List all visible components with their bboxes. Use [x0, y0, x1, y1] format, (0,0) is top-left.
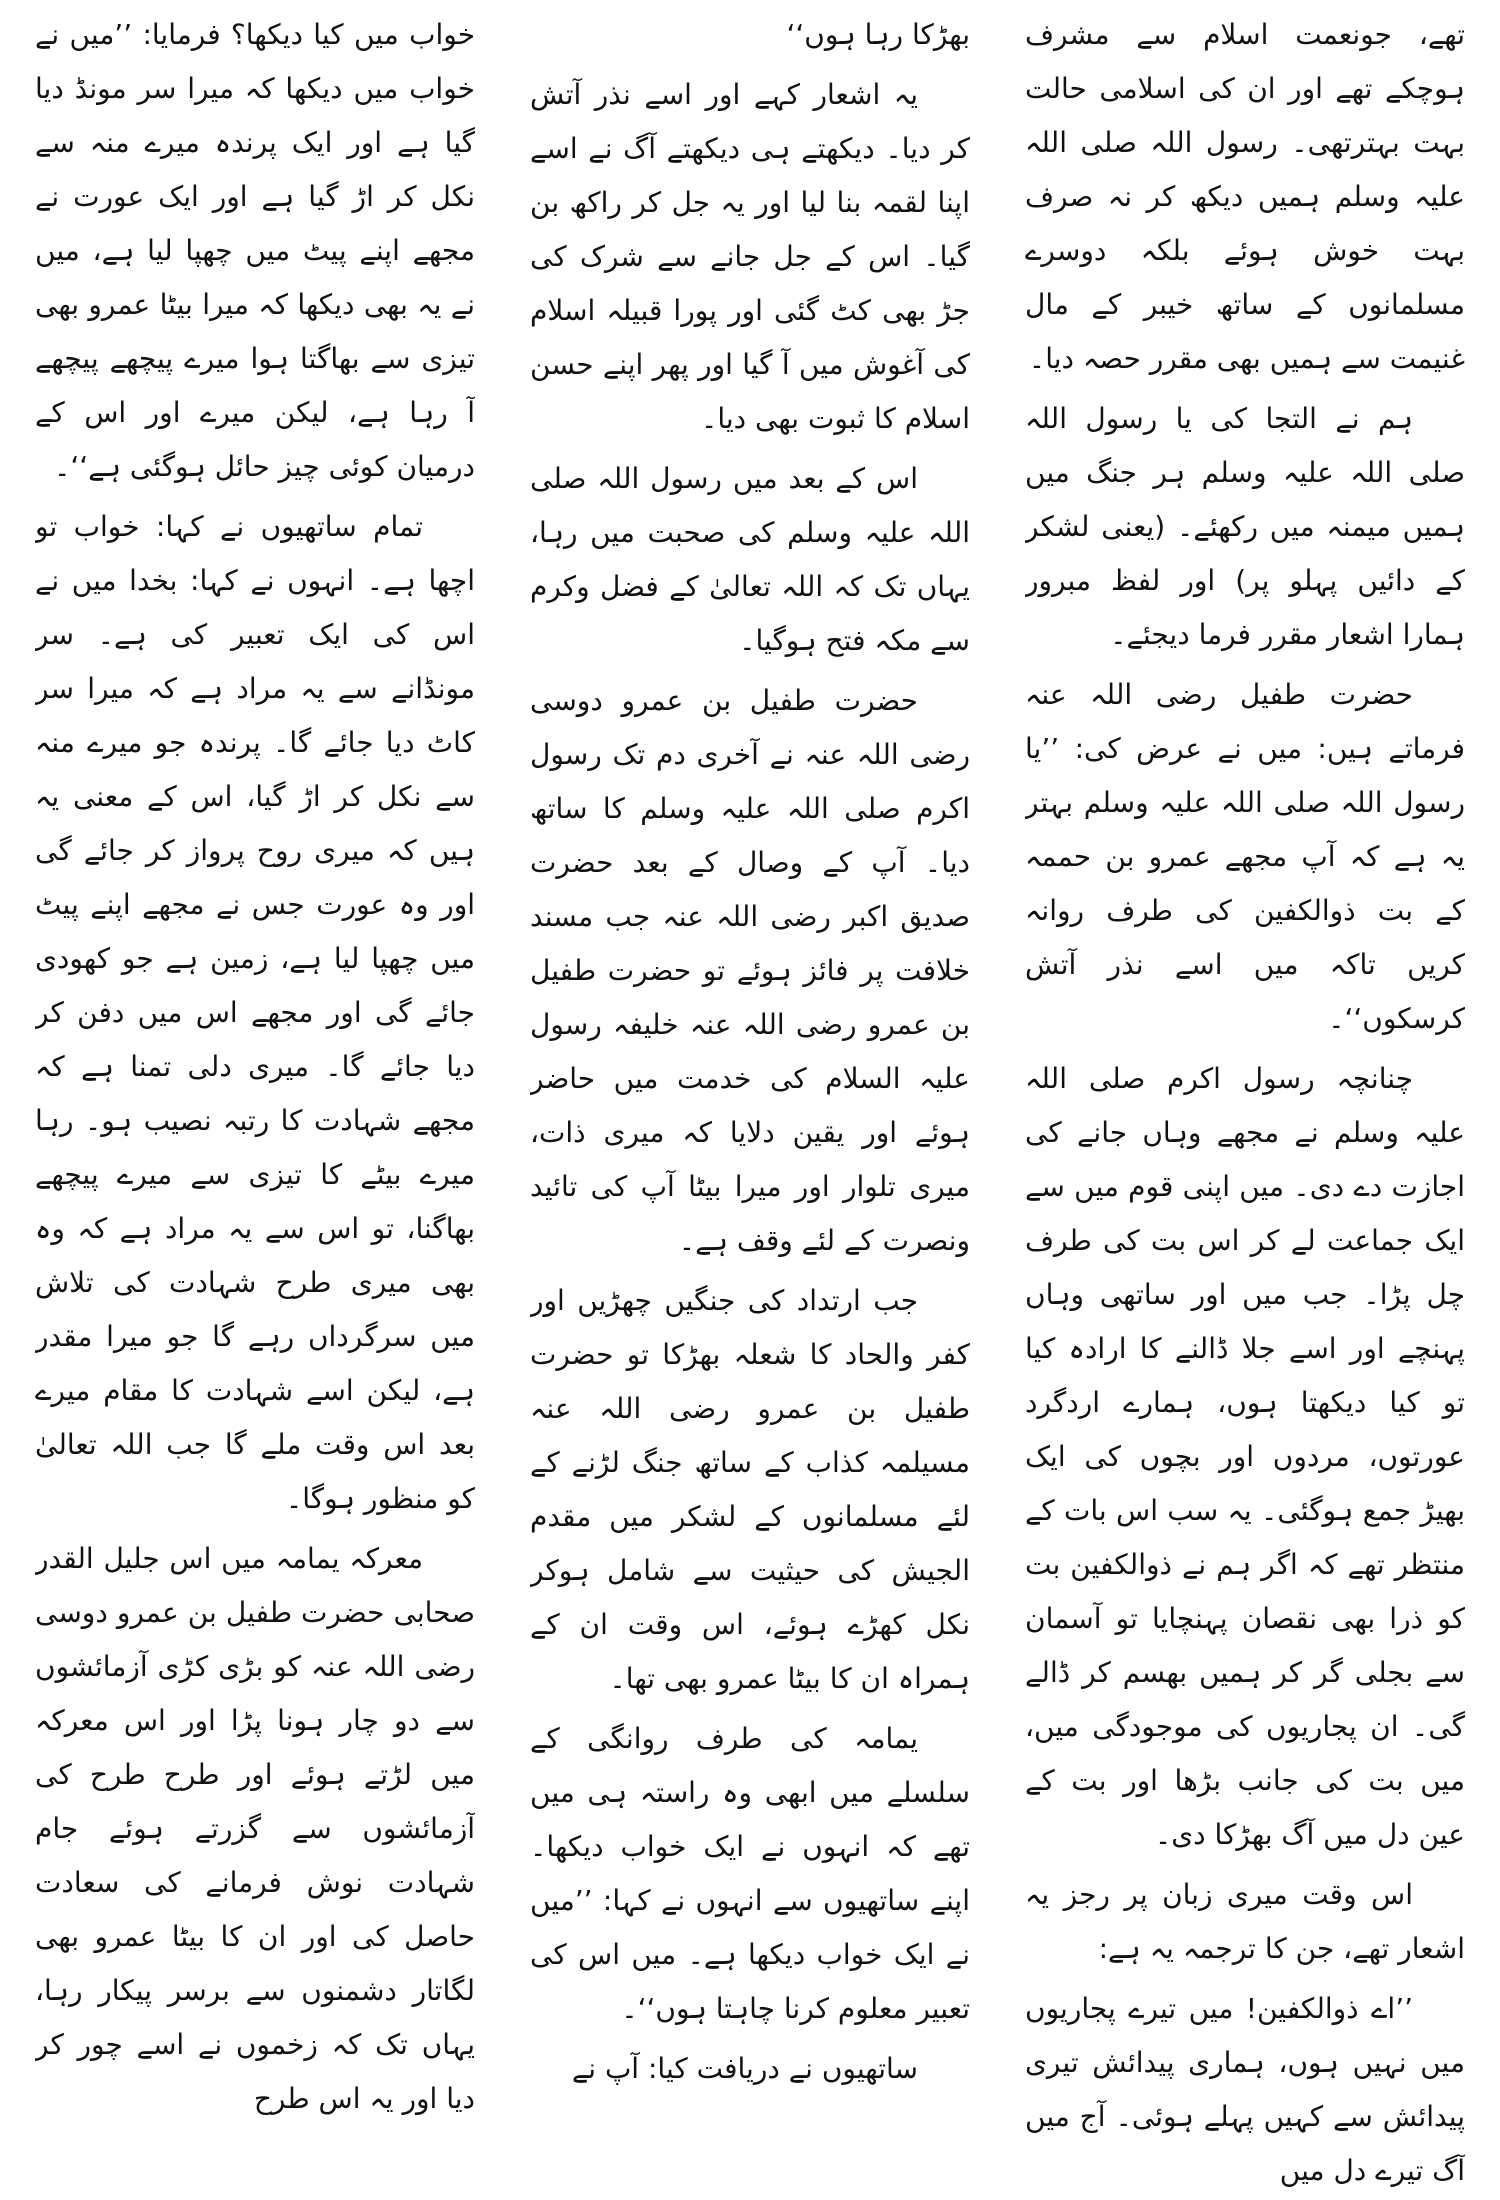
- paragraph: اس کے بعد میں رسول اللہ صلی اللہ علیہ وسلم کی صحبت میں رہا، یہاں تک کہ اللہ تعالیٰ کے فضل وکرم سے مکہ فتح ہوگیا۔: [530, 462, 970, 657]
- paragraph: خواب میں کیا دیکھا؟ فرمایا: ’’میں نے خواب میں دیکھا کہ میرا سر مونڈ دیا گیا ہے اور ایک پرندہ میرے منہ سے نکل کر اڑ گیا ہے اور ایک عورت نے مجھے اپنے پیٹ میں چھپا لیا ہے، میں نے یہ بھی دیکھا کہ میرا بیٹا عمرو بھی تیزی سے بھاگتا ہوا میرے پیچھے پیچھے آ رہا ہے، لیکن میرے اور اس کے درمیان کوئی چیز حائل ہوگئی ہے‘‘۔: [35, 18, 475, 483]
- paragraph: جب ارتداد کی جنگیں چھڑیں اور کفر والحاد کا شعلہ بھڑکا تو حضرت طفیل بن عمرو رضی اللہ عنہ مسیلمہ کذاب کے ساتھ جنگ لڑنے کے لئے مسلمانوں کے لشکر میں مقدم الجیش کی حیثیت سے شامل ہوکر نکل کھڑے ہوئے، اس وقت ان کے ہمراہ ان کا بیٹا عمرو بھی تھا۔: [530, 1284, 970, 1695]
- paragraph: بھڑکا رہا ہوں‘‘: [786, 18, 970, 51]
- paragraph: حضرت طفیل رضی اللہ عنہ فرماتے ہیں: میں نے عرض کی: ’’یا رسول اللہ صلی اللہ علیہ وسلم بہتر یہ ہے کہ آپ مجھے عمرو بن حممہ کے بت ذوالکفین کی طرف روانہ کریں تاکہ میں اسے نذر آتش کرسکوں‘‘۔: [1025, 678, 1465, 1035]
- paragraph: یہ اشعار کہے اور اسے نذر آتش کر دیا۔ دیکھتے ہی دیکھتے آگ نے اسے اپنا لقمہ بنا لیا اور یہ جل کر راکھ بن گیا۔ اس کے جل جانے سے شرک کی جڑ بھی کٹ گئی اور پورا قبیلہ اسلام کی آغوش میں آ گیا اور پھر اپنے حسن اسلام کا ثبوت بھی دیا۔: [530, 78, 970, 435]
- paragraph: ’’اے ذوالکفین! میں تیرے پجاریوں میں نہیں ہوں، ہماری پیدائش تیری پیدائش سے کہیں پہلے ہوئی۔ آج میں آگ تیرے دل میں: [1025, 1992, 1465, 2187]
- paragraph: یمامہ کی طرف روانگی کے سلسلے میں ابھی وہ راستہ ہی میں تھے کہ انہوں نے ایک خواب دیکھا۔ اپنے ساتھیوں سے انہوں نے کہا: ’’میں نے ایک خواب دیکھا ہے۔ میں اس کی تعبیر معلوم کرنا چاہتا ہوں‘‘۔: [530, 1722, 970, 2025]
- paragraph: چنانچہ رسول اکرم صلی اللہ علیہ وسلم نے مجھے وہاں جانے کی اجازت دے دی۔ میں اپنی قوم میں سے ایک جماعت لے کر اس بت کی طرف چل پڑا۔ جب میں اور ساتھی وہاں پہنچے اور اسے جلا ڈالنے کا ارادہ کیا تو کیا دیکھتا ہوں، ہمارے اردگرد عورتوں، مردوں اور بچوں کی ایک بھیڑ جمع ہوگئی۔ یہ سب اس بات کے منتظر تھے کہ اگر ہم نے ذوالکفین بت کو ذرا بھی نقصان پہنچایا تو آسمان سے بجلی گر کر ہمیں بھسم کر ڈالے گی۔ ان پجاریوں کی موجودگی میں، میں بت کی جانب بڑھا اور بت کے عین دل میں آگ بھڑکا دی۔: [1025, 1062, 1465, 1851]
- text-column-left: [35, 8, 475, 2193]
- paragraph: ہم نے التجا کی یا رسول اللہ صلی اللہ علیہ وسلم ہر جنگ میں ہمیں میمنہ میں رکھئے۔ (یعنی لشکر کے دائیں پہلو پر) اور لفظ مبرور ہمارا اشعار مقرر فرما دیجئے۔: [1025, 402, 1465, 651]
- text-column-middle: [530, 8, 970, 2193]
- paragraph: معرکہ یمامہ میں اس جلیل القدر صحابی حضرت طفیل بن عمرو دوسی رضی اللہ عنہ کو بڑی کڑی آزمائشوں سے دو چار ہونا پڑا اور اس معرکہ میں لڑتے ہوئے اور طرح طرح کی آزمائشوں سے گزرتے ہوئے جام شہادت نوش فرمانے کی سعادت حاصل کی اور ان کا بیٹا عمرو بھی لگاتار دشمنوں سے برسر پیکار رہا، یہاں تک کہ زخموں نے اسے چور کر دیا اور یہ اس طرح: [35, 1542, 475, 2115]
- text-column-right: [1025, 8, 1465, 2193]
- paragraph: تمام ساتھیوں نے کہا: خواب تو اچھا ہے۔ انہوں نے کہا: بخدا میں نے اس کی ایک تعبیر کی ہے۔ سر مونڈانے سے یہ مراد ہے کہ میرا سر کاٹ دیا جائے گا۔ پرندہ جو میرے منہ سے نکل کر اڑ گیا، اس کے معنی یہ ہیں کہ میری روح پرواز کر جائے گی اور وہ عورت جس نے مجھے اپنے پیٹ میں چھپا لیا ہے، زمین ہے جو کھودی جائے گی اور مجھے اس میں دفن کر دیا جائے گا۔ میری دلی تمنا ہے کہ مجھے شہادت کا رتبہ نصیب ہو۔ رہا میرے بیٹے کا تیزی سے میرے پیچھے بھاگنا، تو اس سے یہ مراد ہے کہ وہ بھی میری طرح شہادت کی تلاش میں سرگرداں رہے گا جو میرا مقدر ہے، لیکن اسے شہادت کا مقام میرے بعد اس وقت ملے گا جب اللہ تعالیٰ کو منظور ہوگا۔: [35, 510, 475, 1515]
- paragraph: حضرت طفیل بن عمرو دوسی رضی اللہ عنہ نے آخری دم تک رسول اکرم صلی اللہ علیہ وسلم کا ساتھ دیا۔ آپ کے وصال کے بعد حضرت صدیق اکبر رضی اللہ عنہ جب مسند خلافت پر فائز ہوئے تو حضرت طفیل بن عمرو رضی اللہ عنہ خلیفہ رسول علیہ السلام کی خدمت میں حاضر ہوئے اور یقین دلایا کہ میری ذات، میری تلوار اور میرا بیٹا آپ کی تائید ونصرت کے لئے وقف ہے۔: [530, 684, 970, 1257]
- paragraph: تھے، جونعمت اسلام سے مشرف ہوچکے تھے اور ان کی اسلامی حالت بہت بہترتھی۔ رسول اللہ صلی اللہ علیہ وسلم ہمیں دیکھ کر نہ صرف بہت خوش ہوئے بلکہ دوسرے مسلمانوں کے ساتھ خیبر کے مال غنیمت سے ہمیں بھی مقرر حصہ دیا۔: [1025, 18, 1465, 375]
- paragraph: ساتھیوں نے دریافت کیا: آپ نے: [571, 2052, 918, 2085]
- paragraph: اس وقت میری زبان پر رجز یہ اشعار تھے، جن کا ترجمہ یہ ہے:: [1025, 1878, 1465, 1965]
